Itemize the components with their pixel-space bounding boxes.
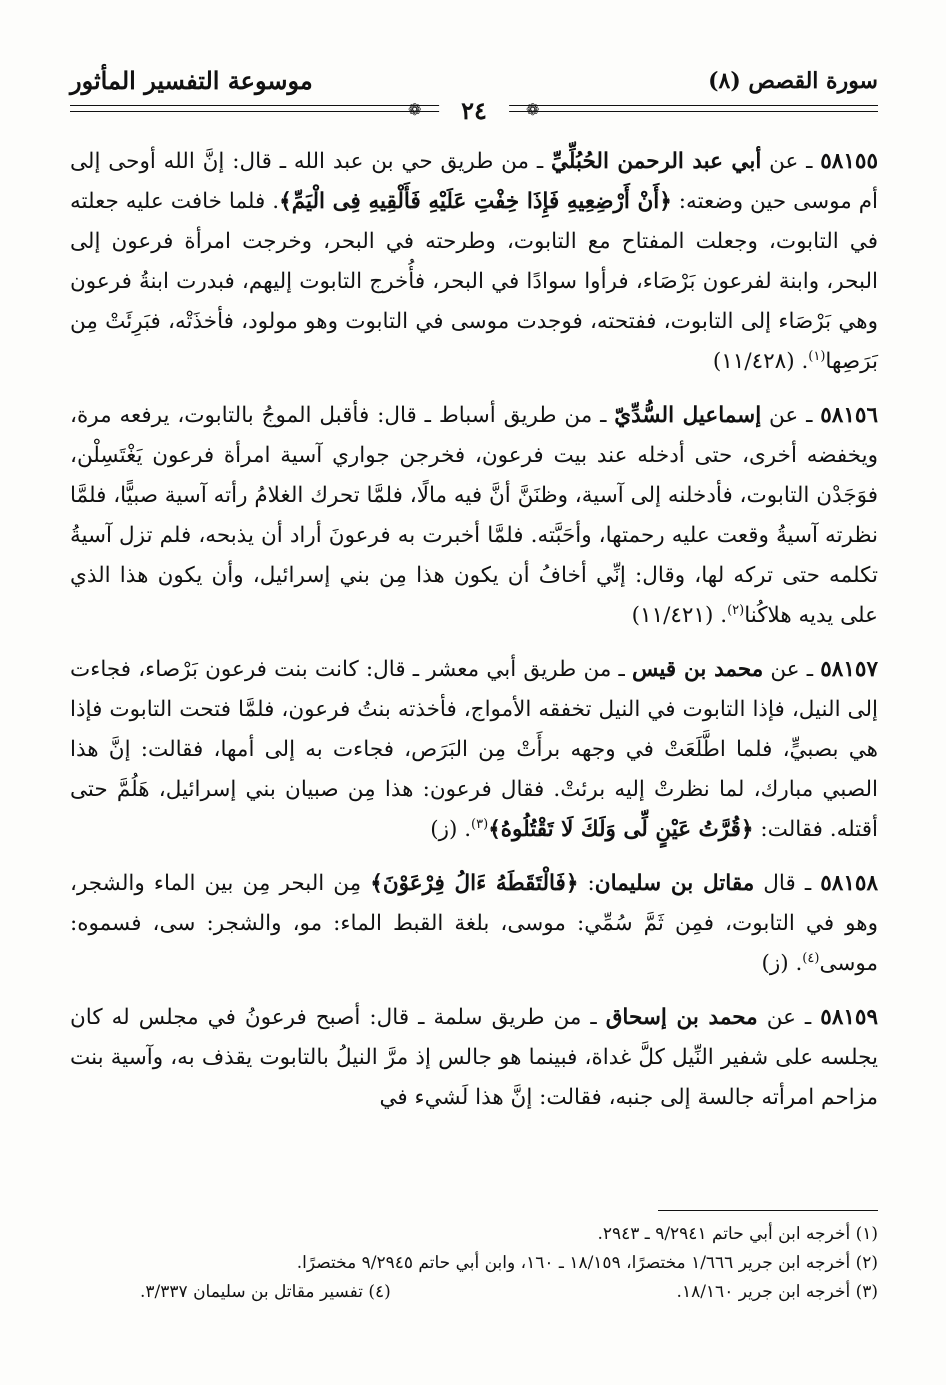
footnote-marker: (٣) xyxy=(471,816,489,832)
quran-quote: ﴿فَالْتَقَطَهُ ءَالُ فِرْعَوْنَ﴾ xyxy=(370,871,579,896)
footnote-text: (١) أخرجه ابن أبي حاتم ٩/٢٩٤١ ـ ٢٩٤٣. xyxy=(597,1224,878,1244)
footnote-4: (٤) تفسير مقاتل بن سليمان ٣/٣٣٧. xyxy=(140,1282,391,1302)
paragraph-58156 xyxy=(70,396,878,636)
footnote-marker: (٢) xyxy=(727,602,745,618)
main-text xyxy=(70,142,878,1118)
paragraph-lead: ـ عن xyxy=(763,657,821,682)
paragraph-text-cont: مِن البحر مِن بين الماء والشجر، وهو في التابوت، فمِن ثَمَّ سُمِّي: موسى، بلغة القبط الماء: مو، والشجر: سى، فسموه: موسى xyxy=(70,871,878,976)
paragraph-lead: ـ عن xyxy=(761,149,821,174)
narrator-name: محمد بن إسحاق xyxy=(605,1005,758,1030)
paragraph-text-cont: . فلما خافت عليه جعلته في التابوت، وجعلت المفتاح مع التابوت، وطرحته في البحر، وخرجت امرأة فرعون إلى البحر، وابنة لفرعون بَرْصَاء، فرأوا سوادًا في البحر، فأُخرج التابوت إليهم، فبدرت ابنةُ فرعون وهي بَرْصَاء إلى التابوت، ففتحته، فوجدت موسى في التابوت وهو مولود، فأخذَتْه، فبَرِئَتْ مِن بَرَصِها xyxy=(70,189,878,374)
page-number: ٢٤ xyxy=(439,96,509,125)
ornament-left-icon: ❁ xyxy=(408,100,422,119)
paragraph-lead: ـ عن xyxy=(757,1005,821,1030)
paragraph-number: ٥٨١٥٩ xyxy=(820,1005,879,1030)
footnote-text: (٢) أخرجه ابن جرير ١/٦٦٦ مختصرًا، ١٨/١٥٩ ـ ١٦٠، وابن أبي حاتم ٩/٢٩٤٥ مختصرًا. xyxy=(296,1253,878,1273)
narrator-name: محمد بن قيس xyxy=(631,657,764,682)
paragraph-number: ٥٨١٥٦ xyxy=(820,403,878,428)
quran-quote: ﴿أَنْ أَرْضِعِيهِ فَإِذَا خِفْتِ عَلَيْهِ فَأَلْقِيهِ فِى الْيَمِّ﴾ xyxy=(279,189,672,214)
paragraph-58157 xyxy=(70,650,878,850)
footnote-2 xyxy=(70,1249,878,1278)
reference: . (ز) xyxy=(761,951,803,976)
paragraph-number: ٥٨١٥٧ xyxy=(820,657,878,682)
paragraph-text: ـ من طريق سلمة ـ قال: أصبح فرعونُ في مجلس له كان يجلسه على شفير النِّيل كلَّ غداة، فبينما هو جالس إذ مرَّ النيلُ بالتابوت يقذف به، وآسية بنت مزاحم امرأته جالسة إلى جنبه، فقالت: إنَّ هذا لَشيء في xyxy=(70,1005,878,1110)
reference: . (١١/٤٢١) xyxy=(631,603,728,628)
paragraph-lead: ـ عن xyxy=(761,403,821,428)
paragraph-text: ـ من طريق حي بن عبد الله ـ قال: إنَّ الله أوحى إلى أم موسى حين وضعته: xyxy=(70,149,878,214)
footnote-3: (٣) أخرجه ابن جرير ١٨/١٦٠. xyxy=(676,1282,878,1302)
footnotes xyxy=(70,1220,878,1307)
paragraph-number: ٥٨١٥٨ xyxy=(820,871,878,896)
narrator-name: أبي عبد الرحمن الحُبُلِّيِّ xyxy=(551,149,762,174)
footnote-marker: (٤) xyxy=(802,950,820,966)
footnote-marker: (١) xyxy=(808,348,826,364)
paragraph-text: : xyxy=(578,871,595,896)
paragraph-text: ـ من طريق أسباط ـ قال: فأقبل الموجُ بالتابوت، يرفعه مرة، ويخفضه أخرى، حتى أدخله عند بيت فرعون، فخرجن جواري آسية امرأة فرعون يَغْتَسِلْن، فوَجَدْن التابوت، فأدخلنه إلى آسية، وظنَنَّ أنَّ فيه مالًا، فلمَّا تحرك الغلامُ رأته آسية صبيًّا، فلمَّا نظرته آسيةُ وقعت عليه رحمتها، وأحَبَّته. فلمَّا أخبرت به فرعونَ أراد أن يذبحه، فلم تزل آسيةُ تكلمه حتى تركه لها، وقال: إنِّي أخافُ أن يكون هذا مِن بني إسرائيل، وأن يكون هذا الذي على يديه هلاكُنا xyxy=(70,403,878,628)
surah-title: سورة القصص (٨) xyxy=(708,68,878,94)
paragraph-58155 xyxy=(70,142,878,382)
narrator-name: مقاتل بن سليمان xyxy=(594,871,755,896)
narrator-name: إسماعيل السُّدِّيّ xyxy=(614,403,762,428)
page-header xyxy=(70,62,878,124)
ornament-right-icon: ❁ xyxy=(526,100,540,119)
paragraph-58158 xyxy=(70,864,878,984)
quran-quote: ﴿قُرَّتُ عَيْنٍ لِّى وَلَكَ لَا تَقْتُلُوهُ﴾ xyxy=(488,817,754,842)
paragraph-lead: ـ قال xyxy=(754,871,821,896)
paragraph-text: ـ من طريق أبي معشر ـ قال: كانت بنت فرعون بَرْصاء، فجاءت إلى النيل، فإذا التابوت في النيل تخفقه الأمواج، فأخذته بنتُ فرعون، فلمَّا فتحت التابوت فإذا هي بصبيٍّ، فلما اطَّلَعَتْ في وجهه برأَتْ مِن البَرَص، فجاءت به إلى أمها، فقالت: إنَّ هذا الصبي مبارك، لما نظرتْ إليه برئتْ. فقال فرعون: هذا مِن صبيان بني إسرائيل، هَلُمَّ حتى أقتله. فقالت: xyxy=(70,657,878,842)
reference: . (ز) xyxy=(430,817,472,842)
paragraph-58159 xyxy=(70,998,878,1118)
paragraph-number: ٥٨١٥٥ xyxy=(820,149,878,174)
reference: . (١١/٤٢٨) xyxy=(712,349,809,374)
book-title: موسوعة التفسير المأثور xyxy=(70,66,313,95)
footnote-3-4 xyxy=(70,1278,878,1307)
page xyxy=(70,62,878,1352)
footnote-separator xyxy=(658,1210,878,1211)
footnote-1 xyxy=(70,1220,878,1249)
